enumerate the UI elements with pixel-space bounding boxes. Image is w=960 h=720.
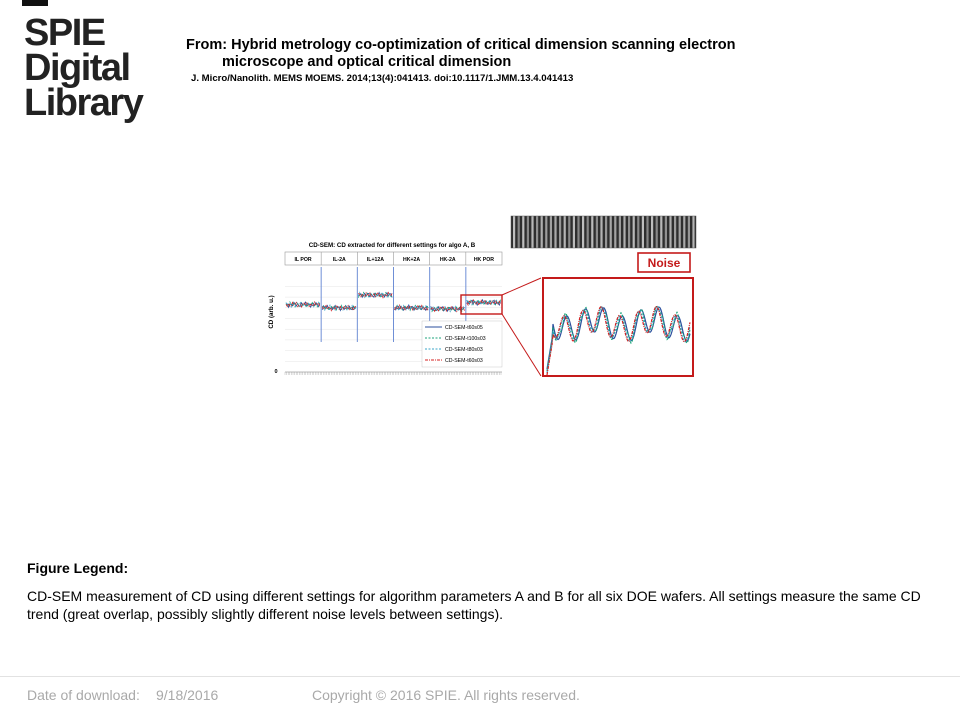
- sem-line: [674, 216, 676, 248]
- article-title-line-2: microscope and optical critical dimension: [222, 54, 512, 70]
- article-title-line-1: From: Hybrid metrology co-optimization of critical dimension scanning electron: [186, 37, 736, 53]
- figure-image: [260, 214, 700, 384]
- sem-line: [692, 216, 694, 248]
- y-axis-zero-tick: 0: [274, 369, 278, 375]
- sem-line: [637, 216, 639, 248]
- sem-line: [605, 216, 607, 248]
- sem-line: [587, 216, 589, 248]
- sem-line: [651, 216, 653, 248]
- sem-line: [577, 216, 579, 248]
- sem-line: [600, 216, 602, 248]
- sem-line: [518, 216, 520, 248]
- y-axis-label: CD (arb. u.): [268, 295, 275, 329]
- chart-title: CD-SEM: CD extracted for different settings for algo A, B: [308, 242, 476, 249]
- download-date-label: Date of download:: [27, 687, 140, 703]
- article-title: [186, 37, 886, 71]
- sem-line: [527, 216, 529, 248]
- sem-image-strip: [511, 216, 696, 248]
- legend-entry: CD-SEM-t100s03: [445, 336, 486, 342]
- sem-line: [596, 216, 598, 248]
- sem-line: [619, 216, 621, 248]
- category-label: IL+12A: [366, 257, 384, 263]
- sem-line: [564, 216, 566, 248]
- sem-line: [623, 216, 625, 248]
- sem-line: [541, 216, 543, 248]
- sem-line: [591, 216, 593, 248]
- spie-digital-library-logo[interactable]: [24, 12, 149, 124]
- sem-line: [688, 216, 690, 248]
- logo-word-digital: Digital: [24, 47, 130, 89]
- sem-line: [513, 216, 515, 248]
- category-label: IL-2A: [332, 257, 346, 263]
- figure-legend-heading: Figure Legend:: [27, 560, 129, 576]
- legend-entry: CD-SEM-t60s03: [445, 358, 483, 364]
- sem-line: [683, 216, 685, 248]
- copyright-notice: Copyright © 2016 SPIE. All rights reserved.: [312, 687, 580, 703]
- sem-line: [550, 216, 552, 248]
- sem-line: [554, 216, 556, 248]
- logo-word-spie: SPIE: [24, 12, 105, 54]
- sem-line: [679, 216, 681, 248]
- top-corner-mark: [22, 0, 48, 6]
- legend-entry: CD-SEM-t80s03: [445, 347, 483, 353]
- sem-line: [610, 216, 612, 248]
- sem-line: [522, 216, 524, 248]
- sem-line: [531, 216, 533, 248]
- sem-line: [614, 216, 616, 248]
- category-label: HK+2A: [403, 257, 421, 263]
- download-date-value: 9/18/2016: [156, 687, 219, 703]
- sem-line: [582, 216, 584, 248]
- sem-line: [646, 216, 648, 248]
- chart-legend: [422, 321, 502, 367]
- noise-label: Noise: [647, 256, 681, 270]
- sem-line: [656, 216, 658, 248]
- sem-line: [642, 216, 644, 248]
- category-label: HK-2A: [439, 257, 456, 263]
- footer-divider: [0, 676, 960, 677]
- sem-line: [545, 216, 547, 248]
- zoom-connector-bottom: [502, 314, 541, 376]
- sem-line: [660, 216, 662, 248]
- article-citation: J. Micro/Nanolith. MEMS MOEMS. 2014;13(4):041413. doi:10.1117/1.JMM.13.4.041413: [191, 73, 574, 84]
- logo-word-library: Library: [24, 82, 143, 124]
- sem-line: [669, 216, 671, 248]
- sem-line: [568, 216, 570, 248]
- figure-legend-text: CD-SEM measurement of CD using different settings for algorithm parameters A and B for all six DOE wafers. All settings measure the same CD trend (great overlap, possibly slightly different noise levels between settings).: [27, 588, 921, 622]
- sem-line: [633, 216, 635, 248]
- sem-line: [559, 216, 561, 248]
- sem-line: [536, 216, 538, 248]
- sem-line: [628, 216, 630, 248]
- sem-line: [665, 216, 667, 248]
- legend-entry: CD-SEM-t60s05: [445, 325, 483, 331]
- category-label: HK POR: [473, 257, 495, 263]
- category-label: IL POR: [294, 257, 312, 263]
- zoom-connector-top: [502, 278, 541, 295]
- sem-line: [573, 216, 575, 248]
